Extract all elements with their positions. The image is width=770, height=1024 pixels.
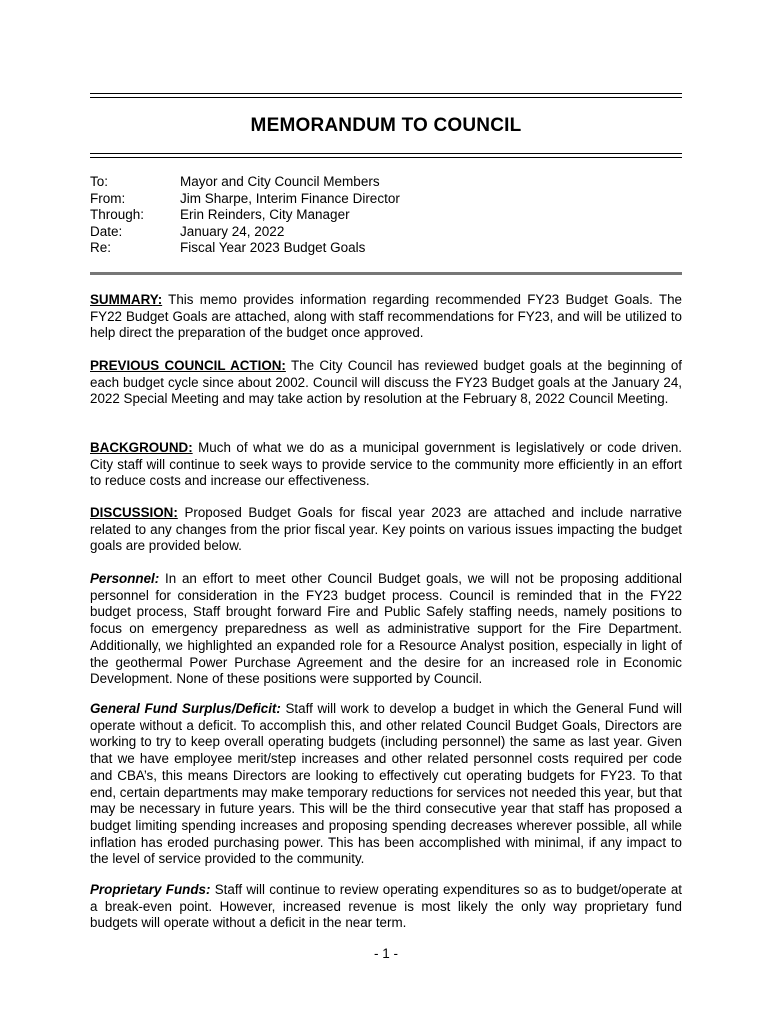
previous-council-action-paragraph [90, 358, 682, 408]
header-value: Fiscal Year 2023 Budget Goals [180, 240, 366, 256]
top-double-rule [90, 93, 682, 98]
header-label: Date: [90, 223, 123, 239]
personnel-text: In an effort to meet other Council Budget goals, we will not be proposing additional personnel for consideration in the FY23 budget process. Council is reminded that in the FY22 budget process, Staff brought forward Fire and Public Safely staffing needs, namely positions to focus on emergency preparedness as well as administrative support for the Fire Department. Additionally, we highlighted an expanded role for a Resource Analyst position, especially in light of the geothermal Power Purchase Agreement and the desire for an increased role in Economic Development. None of these positions were supported by Council. [90, 571, 682, 687]
header-label: Re: [90, 240, 112, 256]
summary-text: This memo provides information regarding recommended FY23 Budget Goals. The FY22 Budget Goals are attached, along with staff recommendations for FY23, and will be utilized to help direct the preparation of the budget once approved. [90, 292, 682, 341]
background-heading: BACKGROUND: [90, 440, 193, 455]
discussion-heading: DISCUSSION: [90, 505, 178, 520]
personnel-heading: Personnel: [90, 571, 160, 586]
header-row-date [90, 224, 682, 241]
header-value: Mayor and City Council Members [180, 174, 380, 189]
header-value: Jim Sharpe, Interim Finance Director [180, 190, 400, 206]
personnel-paragraph [90, 571, 682, 688]
background-paragraph [90, 440, 682, 490]
previous-council-action-heading: PREVIOUS COUNCIL ACTION: [90, 358, 286, 373]
background-text: Much of what we do as a municipal government is legislatively or code driven. City staff will continue to seek ways to provide service to the community more efficiently in an effort to reduce costs and increase our effectiveness. [90, 440, 682, 489]
proprietary-funds-paragraph [90, 882, 682, 932]
proprietary-funds-heading: Proprietary Funds: [90, 882, 211, 897]
summary-heading: SUMMARY: [90, 292, 163, 307]
header-value: January 24, 2022 [180, 223, 285, 239]
previous-council-action-text: The City Council has reviewed budget goals at the beginning of each budget cycle since about 2002. Council will discuss the FY23 Budget goals at the January 24, 2022 Special Meeting and may take action by resolution at the February 8, 2022 Council Meeting. [90, 358, 683, 407]
header-row-re [90, 240, 682, 257]
proprietary-funds-text: Staff will continue to review operating expenditures so as to budget/operate at a break-even point. However, increased revenue is most likely the only way proprietary fund budgets will operate without a deficit in the near term. [90, 882, 682, 931]
general-fund-paragraph [90, 701, 682, 868]
header-row-from [90, 191, 682, 208]
general-fund-heading: General Fund Surplus/Deficit: [90, 701, 281, 716]
memo-header [90, 174, 682, 257]
discussion-text: Proposed Budget Goals for fiscal year 2023 are attached and include narrative related to any changes from the prior fiscal year. Key points on various issues impacting the budget goals are provided below. [90, 505, 682, 554]
header-label: Through: [90, 207, 145, 223]
general-fund-text: Staff will work to develop a budget in which the General Fund will operate without a deficit. To accomplish this, and other related Council Budget Goals, Directors are working to try to keep overall operating budgets (including personnel) the same as last year. Given that we have employee merit/step increases and other related personnel costs required per code and CBA’s, this means Directors are looking to effectively cut operating budgets for FY23. To that end, certain departments may make temporary reductions for services not needed this year, but that may be necessary in future years. This will be the third consecutive year that staff has proposed a budget limiting spending increases and proposing spending decreases wherever possible, all while inflation has eroded purchasing power. This has been accomplished with minimal, if any impact to the level of service provided to the community. [90, 701, 682, 867]
header-row-to [90, 174, 682, 191]
discussion-paragraph [90, 505, 682, 555]
header-separator-rule [90, 272, 682, 275]
page-number: - 1 - [373, 946, 398, 961]
summary-paragraph [90, 292, 682, 342]
header-label: From: [90, 190, 126, 206]
memo-title: MEMORANDUM TO COUNCIL [250, 115, 522, 136]
header-row-through [90, 207, 682, 224]
header-value: Erin Reinders, City Manager [180, 207, 350, 223]
header-label: To: [90, 174, 109, 189]
title-double-rule [90, 153, 682, 158]
